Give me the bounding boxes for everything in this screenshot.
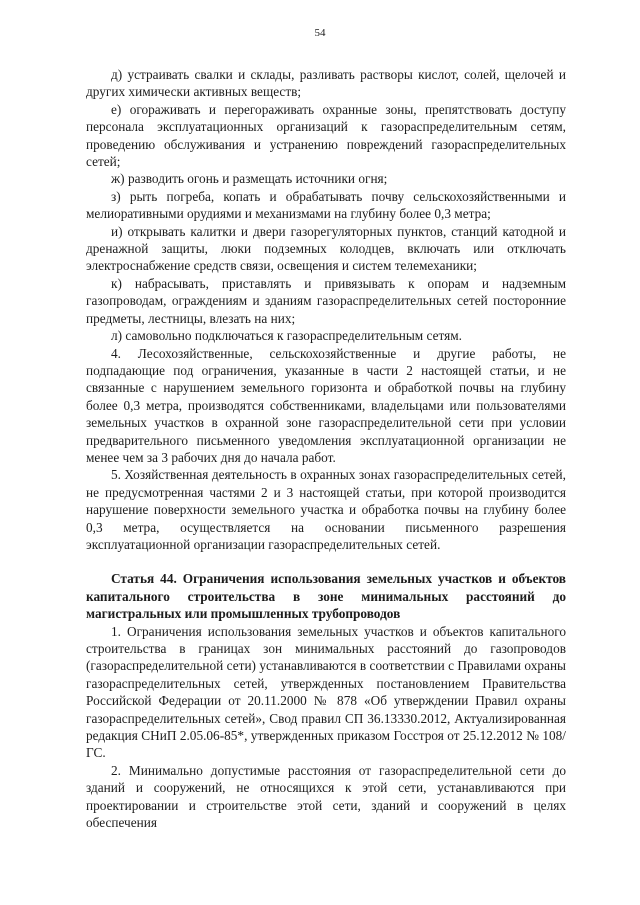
paragraph-item-z: з) рыть погреба, копать и обрабатывать почву сельскохозяйственными и мелиоративными орудиями и механизмами на глубину более 0,3 метра;	[86, 188, 566, 222]
article-heading: Статья 44. Ограничения использования земельных участков и объектов капитального строительства в зоне минимальных расстояний до магистральных или промышленных трубопроводов	[86, 571, 566, 622]
document-body	[86, 66, 566, 831]
article-paragraph-1: 1. Ограничения использования земельных участков и объектов капитального строительства в границах зон минимальных расстояний до газопроводов (газораспределительной сети) устанавливаются в соответствии с Правилами охраны газораспределительных сетей, утвержденных постановлением Правительства Российской Федерации от 20.11.2000 № 878 «Об утверждении Правил охраны газораспределительных сетей», Свод правил СП 36.13330.2012, Актуализированная редакция СНиП 2.05.06-85*, утвержденных приказом Госстроя от 25.12.2012 № 108/ГС.	[86, 623, 566, 761]
paragraph-item-zh: ж) разводить огонь и размещать источники огня;	[111, 171, 388, 187]
page-number: 54	[314, 27, 326, 39]
paragraph-item-e: е) огораживать и перегораживать охранные зоны, препятствовать доступу персонала эксплуатационных организаций к газораспределительным сетям, проведению обслуживания и устранению повреждений газораспределительных сетей;	[86, 101, 566, 170]
paragraph-item-l: л) самовольно подключаться к газораспределительным сетям.	[111, 328, 462, 344]
paragraph-item-k: к) набрасывать, приставлять и привязывать к опорам и надземным газопроводам, ограждениям и зданиям газораспределительных сетей посторонние предметы, лестницы, влезать на них;	[86, 275, 566, 326]
paragraph-item-d: д) устраивать свалки и склады, разливать растворы кислот, солей, щелочей и других химически активных веществ;	[86, 67, 566, 100]
paragraph-item-i: и) открывать калитки и двери газорегуляторных пунктов, станций катодной и дренажной защиты, люки подземных колодцев, включать или отключать электроснабжение средств связи, освещения и систем телемеханики;	[86, 223, 566, 274]
paragraph-clause-4: 4. Лесохозяйственные, сельскохозяйственные и другие работы, не подпадающие под ограничения, указанные в части 2 настоящей статьи, и не связанные с нарушением земельного горизонта и обработкой почвы на глубину более 0,3 метра, производятся собственниками, владельцами или пользователями земельных участков в охранной зоне газораспределительной сети при условии предварительного письменного уведомления эксплуатационной организации не менее чем за 3 рабочих дня до начала работ.	[86, 345, 566, 465]
article-paragraph-2: 2. Минимально допустимые расстояния от газораспределительной сети до зданий и сооружений, не относящихся к этой сети, устанавливаются при проектировании и строительстве этой сети, зданий и сооружений в целях обеспечения	[86, 762, 566, 831]
paragraph-clause-5: 5. Хозяйственная деятельность в охранных зонах газораспределительных сетей, не предусмотренная частями 2 и 3 настоящей статьи, при которой производится нарушение поверхности земельного участка и обработка почвы на глубину более 0,3 метра, осуществляется на основании письменного разрешения эксплуатационной организации газораспределительных сетей.	[86, 467, 566, 552]
